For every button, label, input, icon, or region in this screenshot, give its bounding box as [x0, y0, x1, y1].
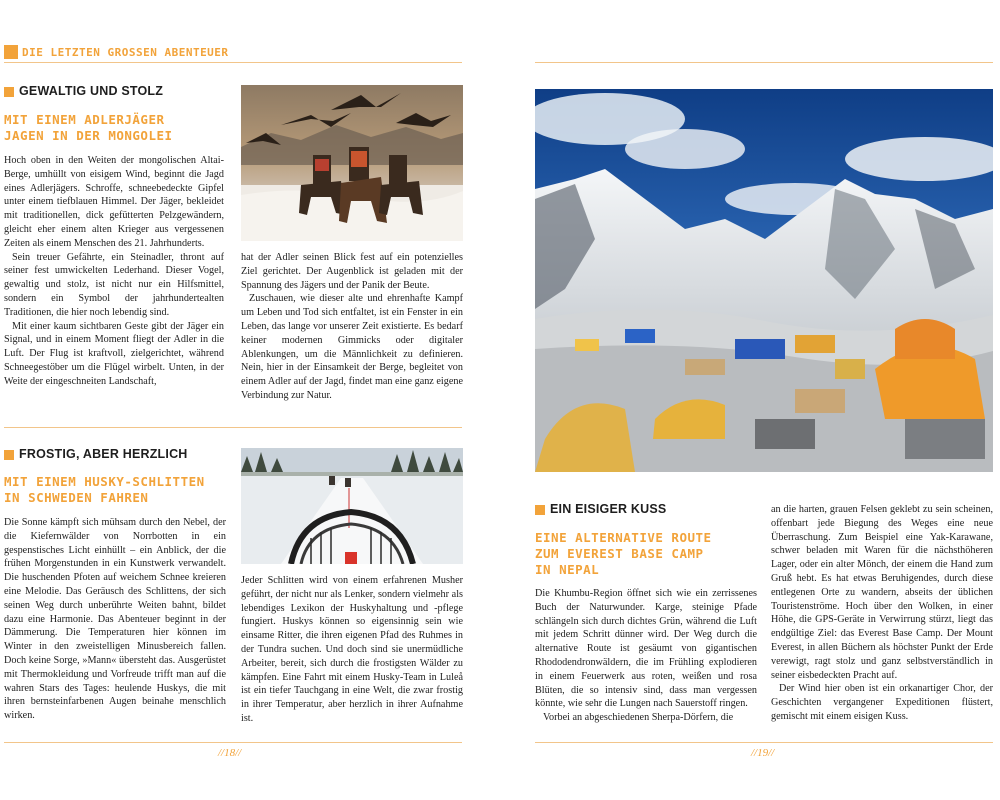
section-label-1: GEWALTIG UND STOLZ [19, 84, 164, 98]
husky-sled-photo [241, 448, 463, 564]
section-marker-3 [535, 505, 545, 515]
article3-title-line2: ZUM EVEREST BASE CAMP [535, 546, 704, 561]
article1-title-line2: JAGEN IN DER MONGOLEI [4, 128, 173, 143]
footer-rule-right [535, 742, 993, 743]
header-accent-square [4, 45, 18, 59]
article2-title [4, 474, 205, 506]
article3-col1-para: Die Khumbu-Region öffnet sich wie ein zerrissenes Buch der Naturwunder. Karge, steinige Pfade schlängeln sich durch dichtes Grün, während die Luft mit jedem Schritt dünner wird. Der Weg durch die alternative Route ist gesäumt von gigantischen Rhododendronwäldern, die im Frühling explodieren in einem Feuerwerk aus roten, weißen und rosa Blüten, die so intensiv sind, dass man vergessen könnte, wie sehr die Lungen nach Sauerstoff ringen. [535, 588, 757, 710]
article2-column2 [241, 574, 463, 726]
article1-column1 [4, 154, 224, 389]
article1-title-line1: MIT EINEM ADLERJÄGER [4, 112, 165, 127]
article2-title-line2: IN SCHWEDEN FAHREN [4, 490, 149, 505]
article1-col1-para: Sein treuer Gefährte, ein Steinadler, thront auf seiner fest umwickelten Lederhand. Dieser Vogel, gewaltig und stolz, ist nicht nur ein Hilfsmittel, sondern ein Symbol der jahrhundertealten Traditionen, die hier noch lebendig sind. [4, 251, 224, 318]
article2-col1-para: Die Sonne kämpft sich mühsam durch den Nebel, der die Kiefernwälder von Norrbotten in ein gespenstisches Licht einhüllt – ein Anblick, der die frühen Morgenstunden in ein Kunstwerk verwandelt. Die huschenden Pfoten auf weichem Schnee kreieren eine Melodie. Das Geräusch des Schlittens, der sich seinen Weg durch unberührte Weiten bahnt, bildet dazu eine Harmonie. Das Abenteuer beginnt in der Dämmerung. Die Temperaturen hier können im Winter in den zweistelligen Minusbereich fallen. Doch keine Sorge, »Mann« übersteht das. Ausgerüstet mit Thermokleidung und Vorfreude trifft man auf die wahren Stars des Tages: heulende Huskys, die mit ihren bernsteinfarbenen Augen beinahe menschlich wirken. [4, 517, 226, 722]
section-marker-1 [4, 87, 14, 97]
eagle-hunters-photo [241, 85, 463, 241]
article3-col2-para: an die harten, grauen Felsen geklebt zu sein scheinen, offenbart jede Biegung des Weges eine neue Überraschung. Zum Beispiel eine Yak-Karawane, schwer beladen mit Waren für die nächsthöheren Lager, oder ein alter Mönch, der einem die Hand zum Gruß hebt. Es hat etwas Beruhigendes, durch diese entlegenen Orte zu wandern, abseits der üblichen Touristenströme. Hoch über den Wolken, in einer Höhe, die GPS-Geräte in Verwirrung stürzt, liegt das endgültige Ziel: das Everest Base Camp. Der Mount Everest, in allen Büchern als höchster Punkt der Erde verewigt, ragt stolz und ganz selbstverständlich in seiner eisbedeckten Pracht auf. [771, 504, 993, 681]
header-title: DIE LETZTEN GROSSEN ABENTEUER [22, 46, 229, 59]
footer-rule-left [4, 742, 462, 743]
everest-base-camp-photo [535, 89, 993, 472]
header-rule-right [535, 62, 993, 63]
article2-title-line1: MIT EINEM HUSKY-SCHLITTEN [4, 474, 205, 489]
article1-col1-para: Hoch oben in den Weiten der mongolischen Altai-Berge, umhüllt von eisigem Wind, beginnt die Jagd eines Adlerjägers. Schroffe, schneebedeckte Gipfel unter einem tiefblauen Himmel. Der Jäger, bekleidet mit traditionellen, dick gefütterten Pelzgewändern, gleicht eher einem alten Krieger aus vergessenen Zeiten als einem Menschen des 21. Jahrhunderts. [4, 155, 224, 249]
section-label-3: EIN EISIGER KUSS [550, 502, 667, 516]
article2-col2-para: Jeder Schlitten wird von einem erfahrenen Musher geführt, der nicht nur als Lenker, sondern vielmehr als lebendiges Lexikon der Huskyhaltung und -pflege fungiert. Huskys können so eigensinnig sein wie einsame Ritter, die ihren eigenen Pfad des Ruhmes in der Tundra suchen. Und doch sind sie unermüdliche Arbeiter, bereit, sich durch die frostigsten Wälder zu kämpfen. Eine Fahrt mit einem Husky-Team in Luleå ist ein tiefer Tauchgang in eine Welt, die zwar frostig in ihrer Temperatur, aber herzlich in ihrer Aufnahme ist. [241, 575, 463, 724]
article3-title [535, 530, 712, 578]
article3-column1 [535, 587, 757, 725]
article3-title-line3: IN NEPAL [535, 562, 600, 577]
section-label-2: FROSTIG, ABER HERZLICH [19, 447, 188, 461]
page-number-left: //18// [218, 747, 242, 759]
article3-col2-para: Der Wind hier oben ist ein orkanartiger Chor, der Geschichten vergangener Expeditionen flüstert, gemischt mit einem eisigen Kuss. [771, 683, 993, 722]
section-marker-2 [4, 450, 14, 460]
article1-col1-para: Mit einer kaum sichtbaren Geste gibt der Jäger ein Signal, und in einem Moment fliegt der Adler in die Luft. Der Flug ist kraftvoll, zielgerichtet, während Schneegestöber um die Flügel wirbelt. Unten, in der Weite der eingeschneiten Landschaft, [4, 320, 224, 387]
section-divider [4, 427, 462, 428]
article1-col2-para: Zuschauen, wie dieser alte und ehrenhafte Kampf um Leben und Tod sich entfaltet, ist ein Fenster in ein Leben, das lange vor unserer Zeit existierte. Es bedarf keiner modernen Gimmicks oder digitaler Ablenkungen, um die Männlichkeit zu definieren. Nein, hier in der Einsamkeit der Berge, begleitet von einem Adler auf der Jagd, findet man eine ganz eigene Verbindung zur Natur. [241, 293, 463, 401]
header-rule-left [4, 62, 462, 63]
article3-column2 [771, 503, 993, 724]
page-number-right: //19// [751, 747, 775, 759]
article1-col2-para: hat der Adler seinen Blick fest auf ein potenzielles Ziel gerichtet. Der Augenblick ist geladen mit der Spannung des Jägers und der Panik der Beute. [241, 252, 463, 291]
article3-title-line1: EINE ALTERNATIVE ROUTE [535, 530, 712, 545]
article1-title [4, 112, 173, 144]
article3-col1-para: Vorbei an abgeschiedenen Sherpa-Dörfern, die [543, 712, 734, 724]
article2-column1 [4, 516, 226, 723]
article1-column2 [241, 251, 463, 403]
